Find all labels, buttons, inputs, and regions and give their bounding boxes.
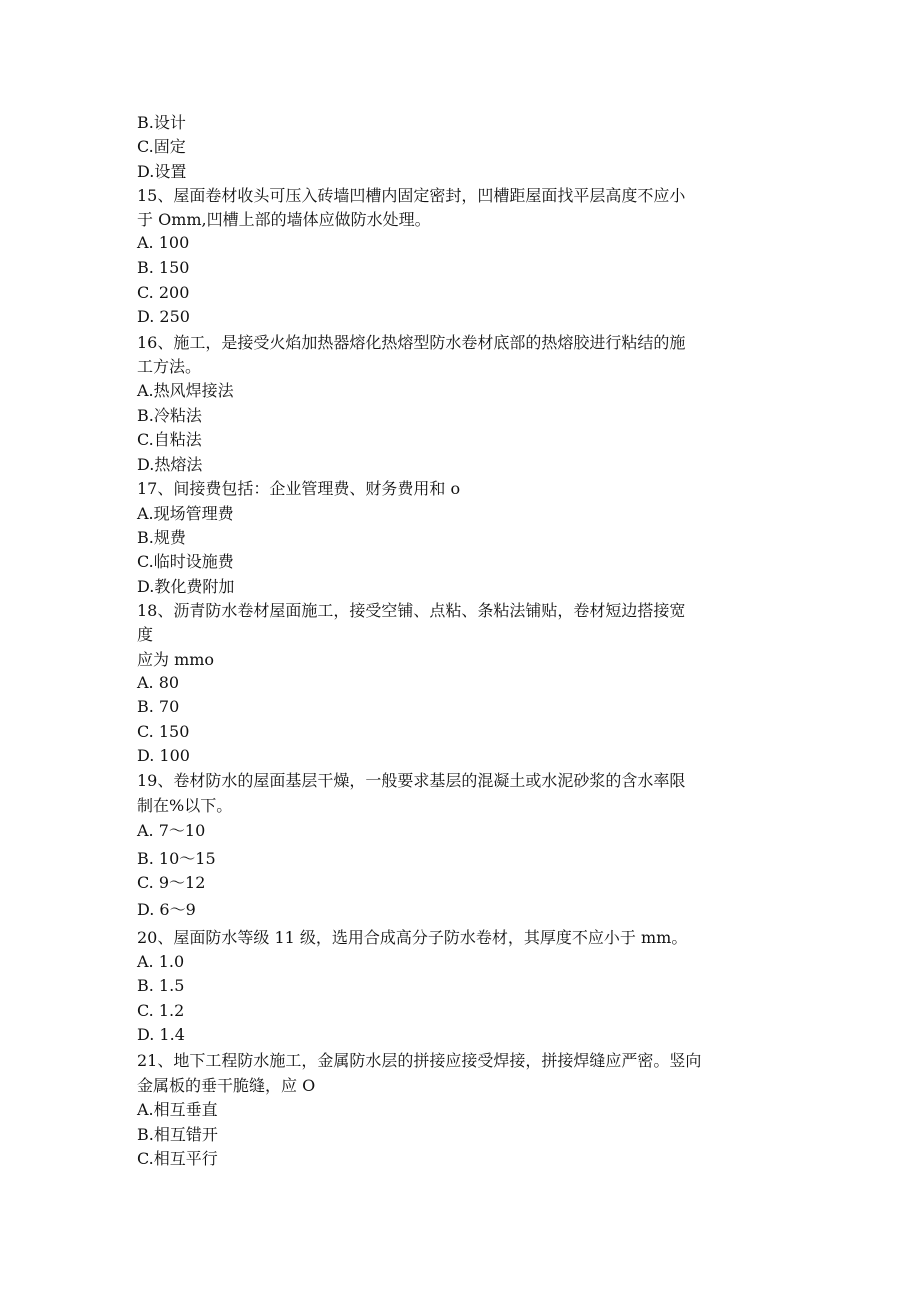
option-line: C. 150	[137, 722, 190, 741]
option-line: B. 150	[137, 258, 190, 277]
option-line: D. 6～9	[137, 900, 196, 919]
option-line: C.临时设施费	[137, 552, 234, 571]
question-19-text: 19、卷材防水的屋面基层干燥，一般要求基层的混凝土或水泥砂浆的含水率限	[137, 771, 686, 790]
question-16-text: 16、施工，是接受火焰加热器熔化热熔型防水卷材底部的热熔胶进行粘结的施	[137, 333, 686, 352]
question-18-text: 度	[137, 625, 154, 644]
option-line: C.自粘法	[137, 430, 202, 449]
option-line: A.相互垂直	[137, 1100, 218, 1119]
option-line: C.相互平行	[137, 1149, 218, 1168]
option-line: D.热熔法	[137, 455, 203, 474]
option-line: B. 1.5	[137, 976, 185, 995]
option-line: D. 100	[137, 746, 190, 765]
question-20-text: 20、屋面防水等级 11 级，选用合成高分子防水卷材，其厚度不应小于 mm。	[137, 928, 688, 947]
option-line: C.固定	[137, 137, 186, 156]
question-18-text: 18、沥青防水卷材屋面施工，接受空铺、点粘、条粘法铺贴，卷材短边搭接宽	[137, 601, 686, 620]
question-21-text: 21、地下工程防水施工，金属防水层的拼接应接受焊接，拼接焊缝应严密。竖向	[137, 1051, 702, 1070]
option-line: B.设计	[137, 113, 186, 132]
option-line: D.设置	[137, 162, 187, 181]
question-16-text: 工方法。	[137, 357, 202, 376]
option-line: B.相互错开	[137, 1125, 218, 1144]
option-line: C. 200	[137, 283, 190, 302]
option-line: D. 250	[137, 307, 190, 326]
question-19-text: 制在%以下。	[137, 796, 233, 815]
option-line: B. 10～15	[137, 849, 216, 868]
option-line: A.现场管理费	[137, 504, 234, 523]
question-15-text: 于 Omm,凹槽上部的墙体应做防水处理。	[137, 210, 431, 229]
option-line: A.热风焊接法	[137, 381, 234, 400]
option-line: B. 70	[137, 697, 180, 716]
option-line: A. 7～10	[137, 821, 206, 840]
question-21-text: 金属板的垂干脆缝，应 O	[137, 1076, 316, 1095]
option-line: C. 1.2	[137, 1001, 185, 1020]
option-line: B.规费	[137, 528, 186, 547]
option-line: A. 100	[137, 233, 190, 252]
question-17-text: 17、间接费包括：企业管理费、财务费用和 o	[137, 479, 461, 498]
option-line: C. 9～12	[137, 873, 206, 892]
option-line: A. 80	[137, 673, 180, 692]
option-line: B.冷粘法	[137, 406, 202, 425]
option-line: D.教化费附加	[137, 577, 235, 596]
option-line: D. 1.4	[137, 1025, 185, 1044]
question-15-text: 15、屋面卷材收头可压入砖墙凹槽内固定密封，凹槽距屋面找平层高度不应小	[137, 186, 686, 205]
question-18-text: 应为 mmo	[137, 650, 215, 669]
option-line: A. 1.0	[137, 952, 185, 971]
